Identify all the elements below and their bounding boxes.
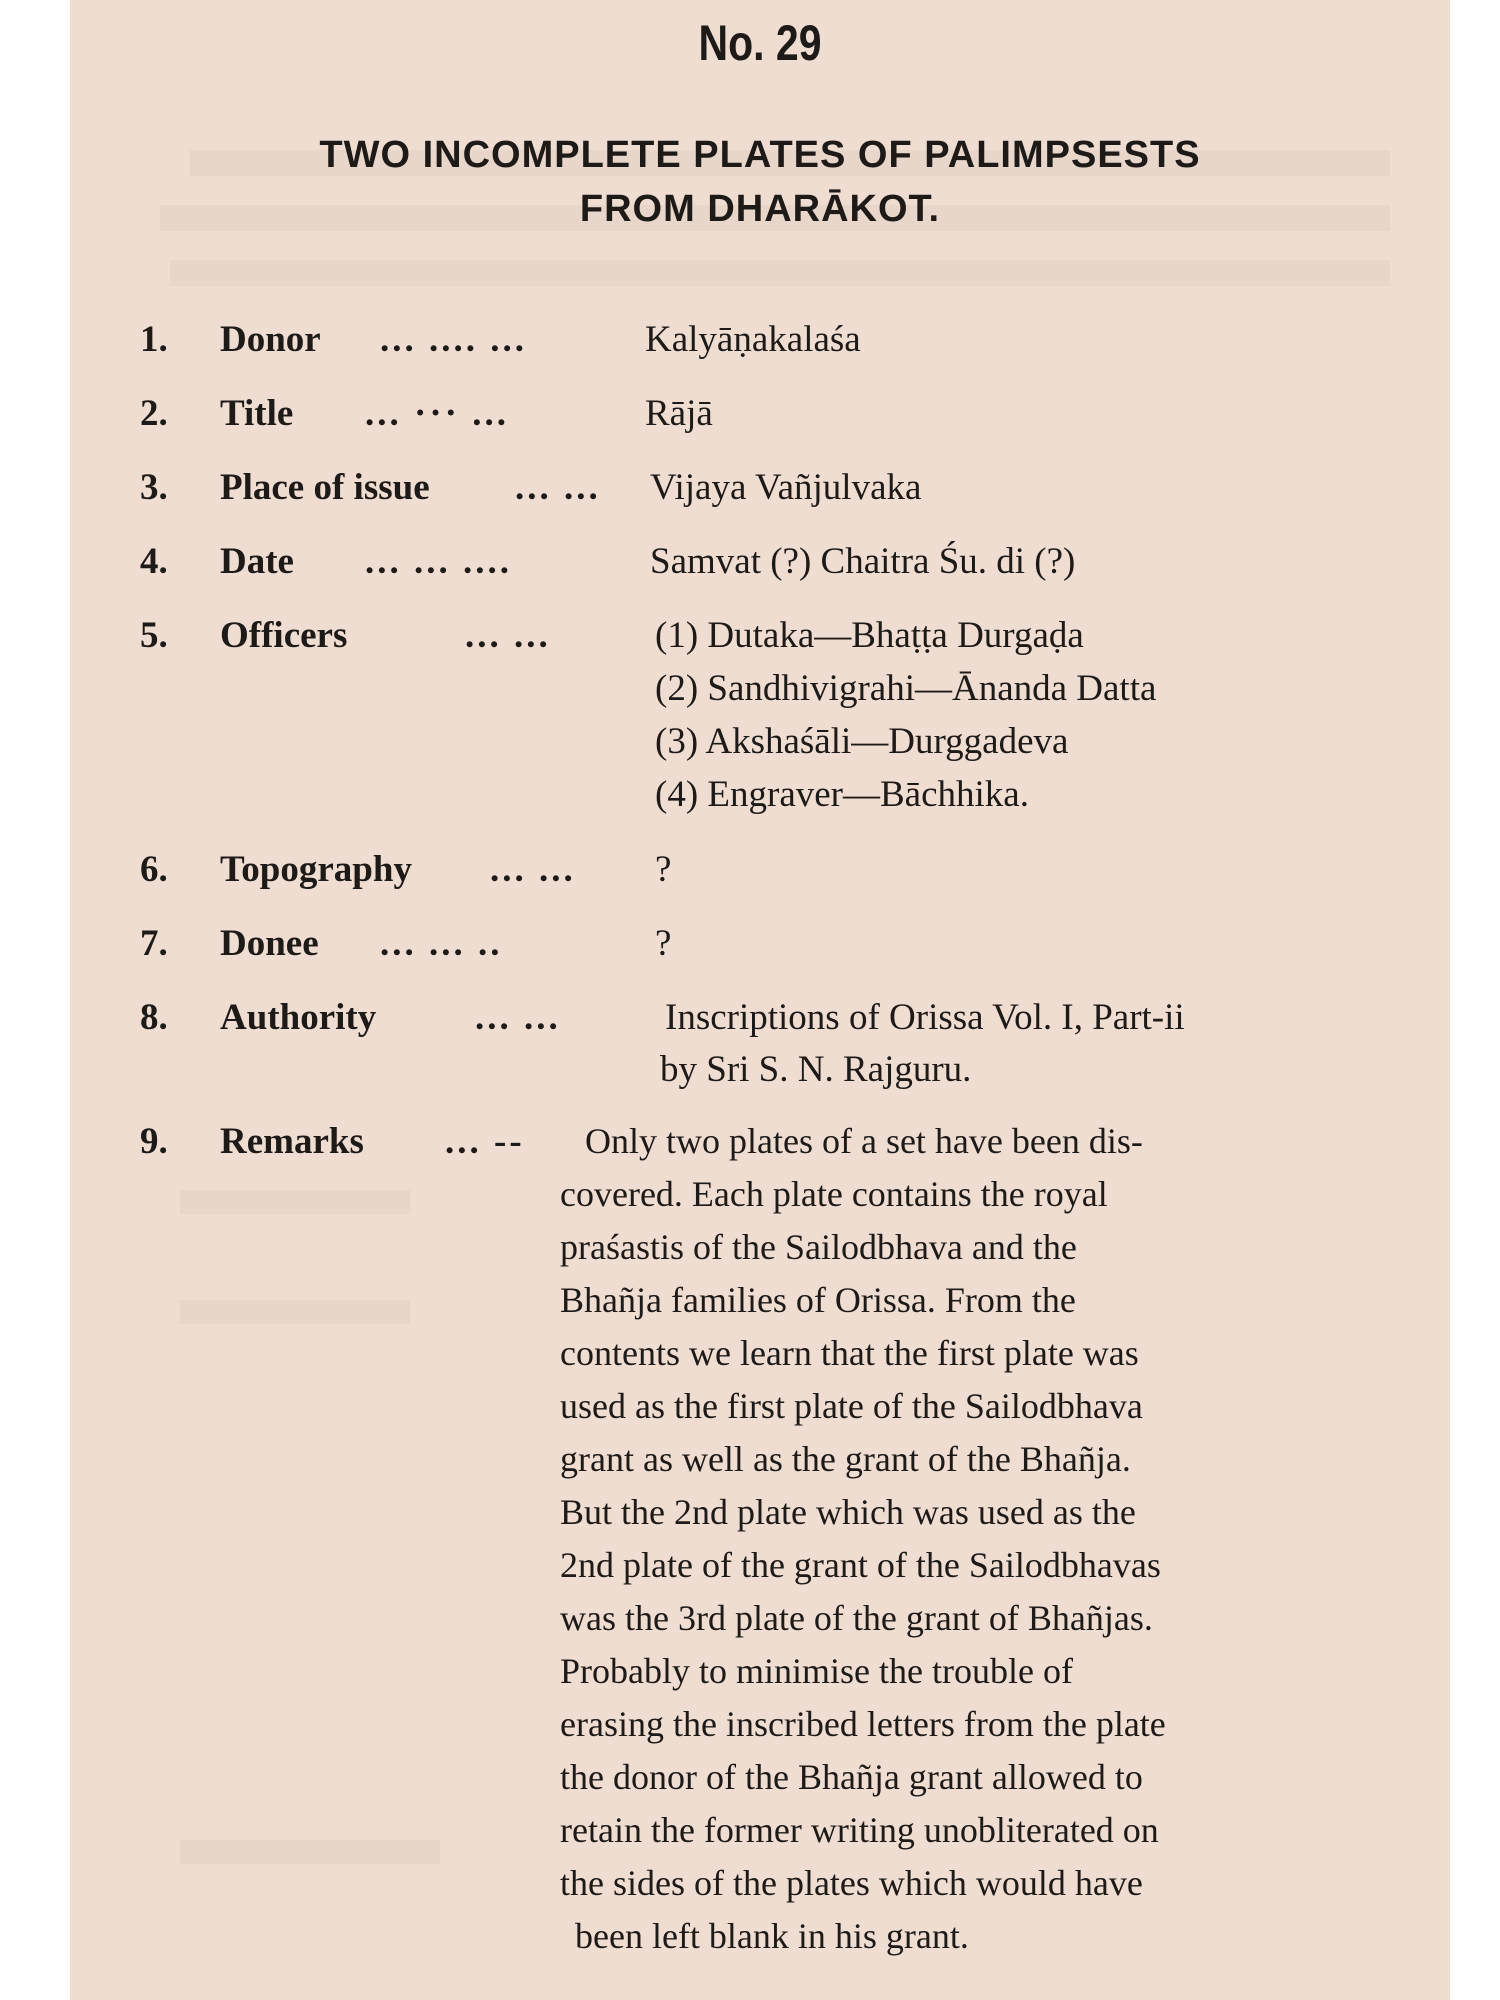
entry-remarks <box>70 1120 1450 1980</box>
leader-dots: ... ··· ... <box>365 393 510 434</box>
entry-number: 5. <box>140 615 168 656</box>
inscription-number: No. 29 <box>698 15 822 71</box>
remarks-line: the donor of the Bhañja grant allowed to <box>560 1757 1143 1797</box>
remarks-line: 2nd plate of the grant of the Sailodbhavas <box>560 1545 1161 1585</box>
remarks-line: contents we learn that the first plate was <box>560 1333 1139 1373</box>
entry-value: Kalyāṇakalaśa <box>645 319 861 360</box>
leader-dots: ... -- <box>445 1121 525 1162</box>
entry-number: 8. <box>140 997 168 1038</box>
leader-dots: ... ... <box>475 997 561 1038</box>
remarks-line: retain the former writing unobliterated on <box>560 1810 1159 1850</box>
officer-item: (2) Sandhivigrahi—Ānanda Datta <box>655 668 1157 709</box>
entry-value: ? <box>655 923 672 964</box>
document-title <box>70 128 1450 236</box>
entry-label: Title <box>220 393 294 434</box>
leader-dots: ... ... <box>465 615 551 656</box>
remarks-line: Bhañja families of Orissa. From the <box>560 1280 1076 1320</box>
scanned-page <box>70 0 1450 2000</box>
remarks-line: used as the first plate of the Sailodbhava <box>560 1386 1143 1426</box>
entry-label: Date <box>220 541 294 582</box>
leader-dots: ... ... .... <box>365 541 512 582</box>
entry-label: Officers <box>220 615 348 656</box>
remarks-line: grant as well as the grant of the Bhañja. <box>560 1439 1131 1479</box>
leader-dots: ... .... ... <box>380 319 527 360</box>
entry-value: Vijaya Vañjulvaka <box>650 467 922 508</box>
title-line-2: FROM DHARĀKOT. <box>579 188 941 230</box>
entry-label: Authority <box>220 997 377 1038</box>
entry-number: 6. <box>140 849 168 890</box>
entry-number: 1. <box>140 319 168 360</box>
entry-officers <box>70 614 1450 844</box>
remarks-line: been left blank in his grant. <box>575 1916 969 1956</box>
entry-number: 3. <box>140 467 168 508</box>
officer-item: (1) Dutaka—Bhaṭṭa Durgaḍa <box>655 615 1084 656</box>
entry-value: Rājā <box>645 393 713 434</box>
officer-item: (4) Engraver—Bāchhika. <box>655 774 1029 815</box>
leader-dots: ... ... .. <box>380 923 503 964</box>
leader-dots: ... ... <box>515 467 601 508</box>
entry-label: Donee <box>220 923 319 964</box>
remarks-line: erasing the inscribed letters from the plate <box>560 1704 1166 1744</box>
leader-dots: ... ... <box>490 849 576 890</box>
entry-label: Place of issue <box>220 467 430 508</box>
show-through-band <box>170 260 1390 286</box>
authority-line-2: by Sri S. N. Rajguru. <box>660 1049 972 1090</box>
entry-value: ? <box>655 849 672 890</box>
entry-number: 9. <box>140 1121 168 1162</box>
entry-number: 4. <box>140 541 168 582</box>
entry-value: Samvat (?) Chaitra Śu. di (?) <box>650 541 1076 582</box>
entry-label: Donor <box>220 319 321 360</box>
remarks-line: covered. Each plate contains the royal <box>560 1174 1108 1214</box>
officer-item: (3) Akshaśāli—Durggadeva <box>655 721 1069 762</box>
title-line-1: TWO INCOMPLETE PLATES OF PALIMPSESTS <box>319 134 1201 176</box>
entry-number: 7. <box>140 923 168 964</box>
remarks-line: the sides of the plates which would have <box>560 1863 1143 1903</box>
remarks-line: was the 3rd plate of the grant of Bhañjas. <box>560 1598 1153 1638</box>
remarks-line: Only two plates of a set have been dis- <box>585 1121 1143 1161</box>
authority-line-1: Inscriptions of Orissa Vol. I, Part-ii <box>665 997 1185 1038</box>
entry-label: Topography <box>220 849 412 890</box>
entry-number: 2. <box>140 393 168 434</box>
entry-authority <box>70 996 1450 1096</box>
entry-label: Remarks <box>220 1121 364 1162</box>
remarks-line: Probably to minimise the trouble of <box>560 1651 1073 1691</box>
remarks-line: praśastis of the Sailodbhava and the <box>560 1227 1077 1267</box>
remarks-line: But the 2nd plate which was used as the <box>560 1492 1136 1532</box>
